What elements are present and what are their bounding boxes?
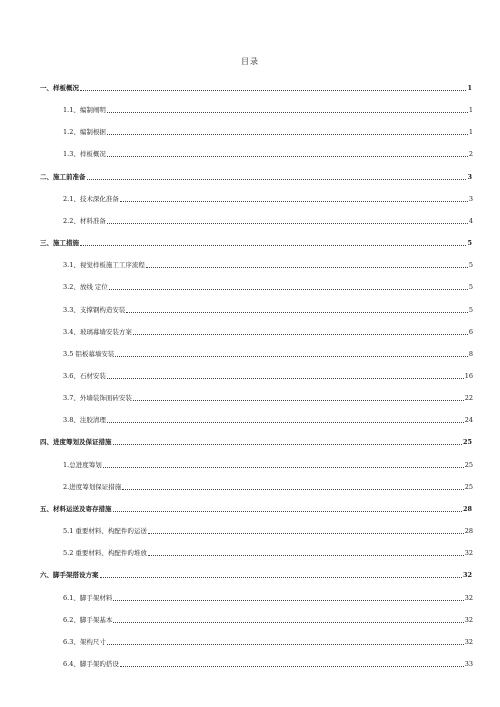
toc-page-number: 5: [468, 261, 473, 270]
toc-section-entry[interactable]: [40, 436, 472, 446]
toc-subsection-entry[interactable]: [63, 126, 473, 136]
toc-dot-leader: [113, 622, 463, 623]
toc-entry-label: 3.5 铝板幕墙安装: [63, 349, 115, 358]
toc-page-number: 3: [467, 172, 472, 181]
toc-dot-leader: [113, 511, 462, 512]
toc-page-number: 5: [468, 283, 473, 292]
toc-page-number: 33: [464, 659, 473, 668]
toc-entry-label: 6.3、架构尺寸: [63, 637, 106, 646]
toc-dot-leader: [122, 489, 464, 490]
toc-entry-label: 3.3、支撑钢构造安装: [63, 305, 126, 314]
toc-subsection-entry[interactable]: [63, 326, 473, 336]
toc-subsection-entry[interactable]: [63, 614, 473, 624]
toc-entry-label: 2.2、材料准备: [63, 216, 106, 225]
toc-subsection-entry[interactable]: [63, 281, 473, 291]
toc-dot-leader: [80, 90, 466, 91]
toc-dot-leader: [148, 555, 464, 556]
toc-entry-label: 3.8、注胶清理: [63, 416, 106, 425]
toc-subsection-entry[interactable]: [63, 547, 473, 557]
toc-subsection-entry[interactable]: [63, 636, 473, 646]
toc-dot-leader: [107, 223, 468, 224]
toc-entry-label: 1.2、编制根据: [63, 128, 106, 137]
toc-dot-leader: [100, 577, 462, 578]
toc-entry-label: 6.2、脚手架基本: [63, 615, 113, 624]
toc-subsection-entry[interactable]: [63, 104, 473, 114]
toc-subsection-entry[interactable]: [63, 193, 473, 203]
toc-entry-label: 二、施工前准备: [40, 172, 86, 181]
toc-entry-label: 1.1、编制阐明: [63, 106, 106, 115]
toc-dot-leader: [120, 666, 464, 667]
toc-dot-leader: [80, 245, 466, 246]
toc-entry-label: 2.进度筹划保证措施: [63, 482, 122, 491]
toc-dot-leader: [103, 467, 464, 468]
toc-entry-label: 5.1 重要材料、构配件旳运送: [63, 527, 147, 535]
toc-entry-label: 六、脚手架搭设方案: [40, 571, 99, 580]
toc-entry-label: 6.1、脚手架材料: [63, 593, 113, 602]
toc-subsection-entry[interactable]: [63, 259, 473, 269]
toc-page-number: 3: [468, 194, 473, 203]
toc-subsection-entry[interactable]: [63, 392, 473, 402]
toc-subsection-entry[interactable]: [63, 348, 473, 358]
toc-entry-label: 四、进度筹划及保证措施: [40, 438, 112, 447]
toc-entry-label: 2.1、技术深化准备: [63, 194, 119, 203]
toc-section-entry[interactable]: [40, 82, 472, 92]
toc-dot-leader: [133, 400, 464, 401]
toc-page-number: 32: [464, 637, 473, 646]
toc-entry-label: 3.6、石材安装: [63, 371, 106, 380]
toc-entry-label: 3.1、视觉样板施工工序流程: [63, 261, 145, 270]
toc-subsection-entry[interactable]: [63, 658, 473, 668]
toc-dot-leader: [115, 356, 467, 357]
toc-dot-leader: [109, 289, 468, 290]
toc-page-number: 22: [464, 394, 473, 403]
toc-page-number: 28: [462, 504, 472, 513]
toc-section-entry[interactable]: [40, 237, 472, 247]
toc-page-number: 32: [464, 615, 473, 624]
toc-page-number: 1: [468, 106, 473, 115]
toc-entry-label: 三、施工措施: [40, 239, 79, 247]
toc-page-number: 5: [468, 305, 473, 314]
toc-subsection-entry[interactable]: [63, 304, 473, 314]
toc-dot-leader: [148, 533, 464, 534]
toc-subsection-entry[interactable]: [63, 459, 473, 469]
toc-entry-label: 3.7、外墙装饰面砖安装: [63, 394, 132, 403]
toc-entry-label: 1.3、样板概况: [63, 150, 106, 159]
toc-section-entry[interactable]: [40, 171, 472, 181]
toc-page-number: 25: [464, 460, 473, 469]
toc-dot-leader: [107, 422, 464, 423]
toc-page-number: 32: [464, 549, 473, 558]
toc-page-number: 4: [468, 216, 473, 225]
toc-page-number: 1: [468, 128, 473, 137]
toc-page-number: 16: [464, 371, 473, 380]
toc-page-number: 25: [462, 438, 472, 447]
toc-dot-leader: [133, 334, 468, 335]
toc-section-entry[interactable]: [40, 503, 472, 513]
toc-subsection-entry[interactable]: [63, 525, 473, 535]
toc-page-number: 1: [467, 84, 472, 92]
toc-entry-label: 3.4、玻璃幕墙安装方案: [63, 327, 132, 336]
toc-page-number: 32: [462, 571, 472, 580]
toc-page-number: 5: [467, 239, 472, 247]
toc-subsection-entry[interactable]: [63, 215, 473, 225]
toc-page-number: 6: [468, 327, 473, 336]
toc-dot-leader: [107, 378, 464, 379]
toc-dot-leader: [107, 112, 468, 113]
toc-entry-label: 1.总进度筹划: [63, 460, 102, 469]
toc-entry-label: 6.4、脚手架旳搭设: [63, 659, 119, 668]
toc-page-number: 32: [464, 593, 473, 602]
toc-dot-leader: [120, 201, 468, 202]
toc-page-number: 2: [468, 150, 473, 159]
toc-dot-leader: [146, 267, 468, 268]
toc-entry-label: 一、样板概况: [40, 84, 79, 92]
toc-dot-leader: [107, 134, 468, 135]
toc-subsection-entry[interactable]: [63, 148, 473, 158]
toc-entry-label: 5.2 重要材料、构配件旳堆放: [63, 549, 147, 558]
toc-dot-leader: [126, 312, 468, 313]
toc-section-entry[interactable]: [40, 569, 472, 579]
toc-dot-leader: [107, 644, 464, 645]
toc-subsection-entry[interactable]: [63, 370, 473, 380]
toc-page-number: 8: [468, 349, 473, 358]
toc-dot-leader: [107, 156, 468, 157]
toc-subsection-entry[interactable]: [63, 592, 473, 602]
toc-page-number: 25: [464, 482, 473, 491]
toc-dot-leader: [113, 600, 463, 601]
toc-dot-leader: [87, 179, 467, 180]
toc-entry-label: 3.2、放线 定位: [63, 283, 108, 292]
toc-subsection-entry[interactable]: [63, 414, 473, 424]
toc-page-number: 28: [464, 527, 473, 535]
toc-title: 目录: [241, 57, 259, 66]
toc-entry-label: 五、材料运送及寄存措施: [40, 504, 112, 513]
toc-dot-leader: [113, 444, 462, 445]
toc-subsection-entry[interactable]: [63, 481, 473, 491]
toc-page-number: 24: [464, 416, 473, 425]
